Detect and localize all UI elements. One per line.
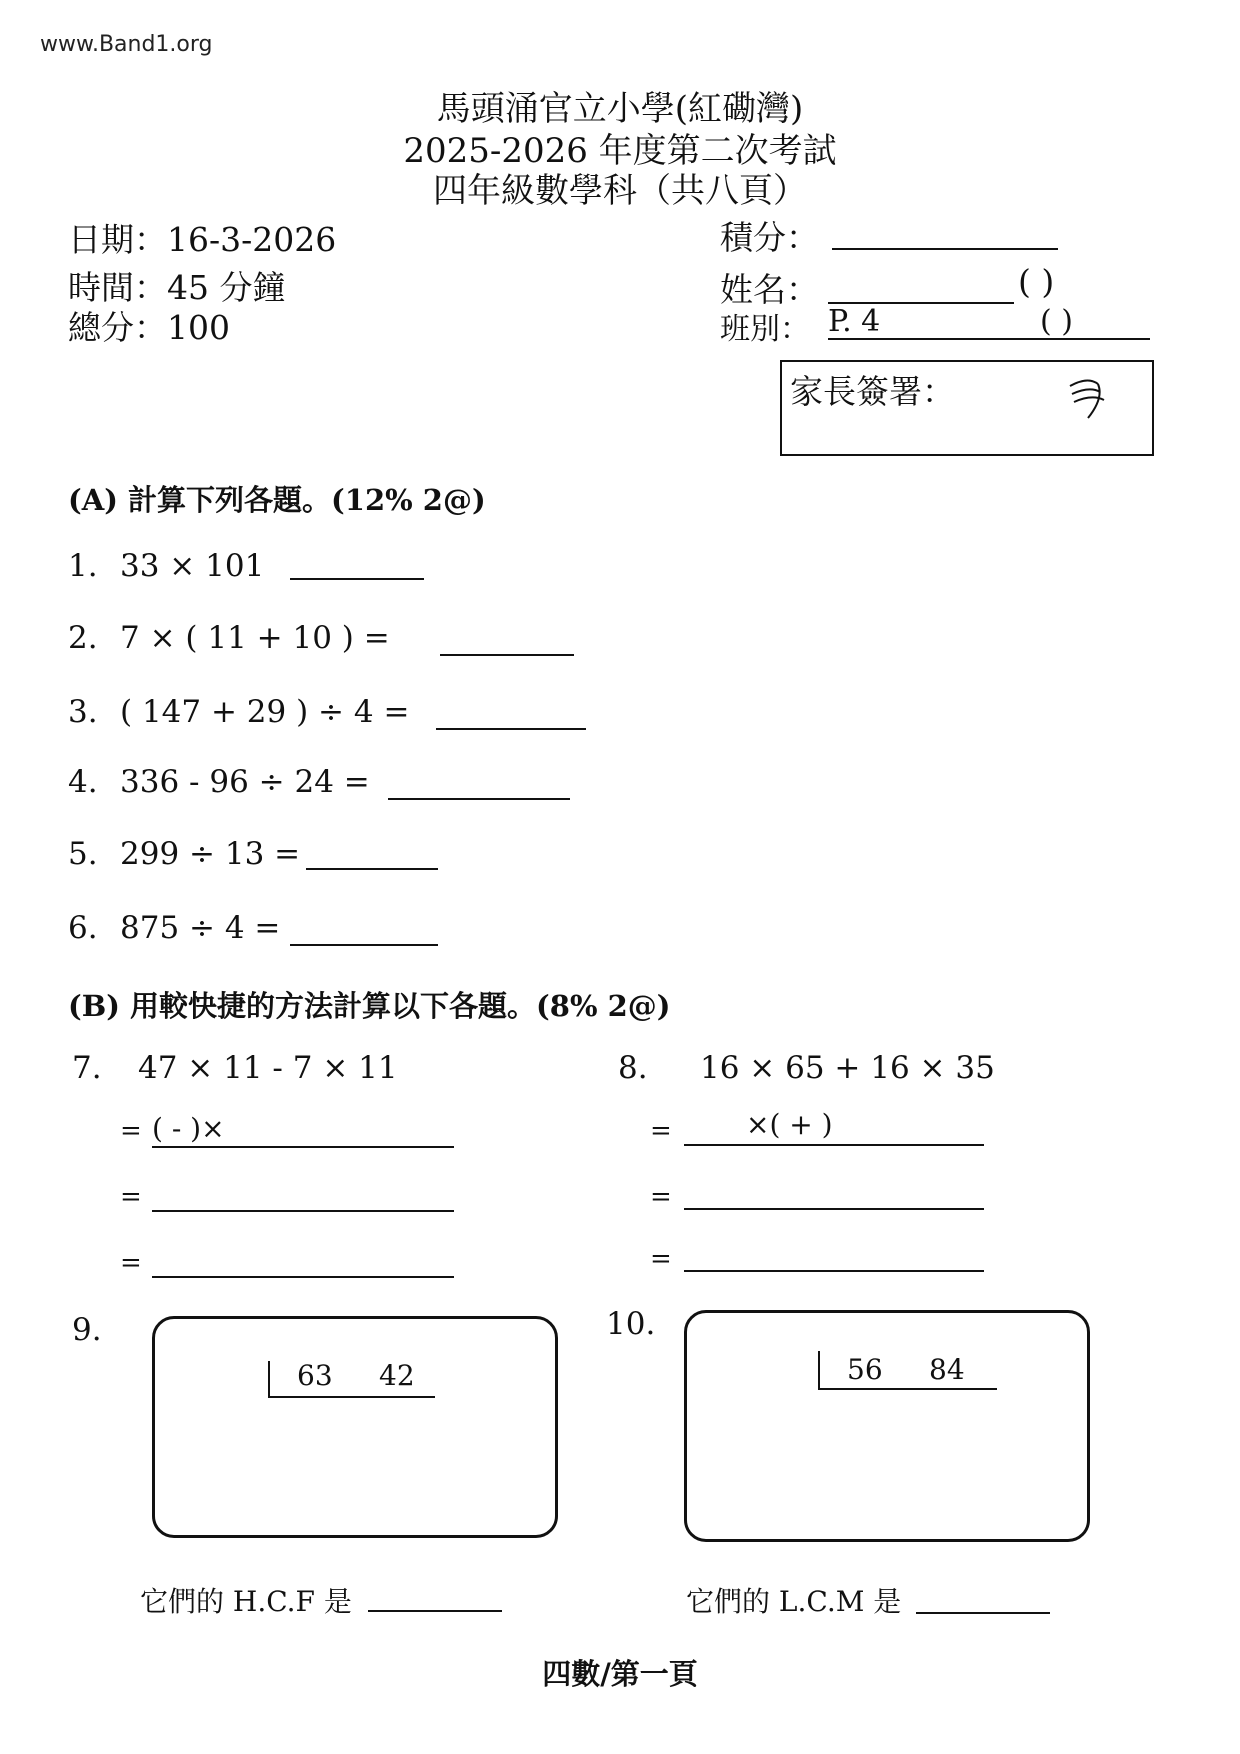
q5-answer-line[interactable] xyxy=(306,868,438,870)
q5-expression: 299 ÷ 13 = xyxy=(120,836,301,872)
class-paren: ( ) xyxy=(1040,304,1073,339)
q6-number: 6. xyxy=(68,910,98,946)
q10-division-bracket xyxy=(817,1349,1007,1409)
q3-expression: ( 147 + 29 ) ÷ 4 = xyxy=(120,694,410,730)
q9-number-1: 63 xyxy=(297,1359,333,1392)
q7-hint: ( - )× xyxy=(152,1112,225,1145)
q9-division-bracket xyxy=(267,1359,447,1419)
q4-number: 4. xyxy=(68,764,98,800)
q7-line-3[interactable] xyxy=(152,1276,454,1278)
q2-answer-line[interactable] xyxy=(440,654,574,656)
time-text: 時間：45 分鐘 xyxy=(68,268,286,307)
q6-expression: 875 ÷ 4 = xyxy=(120,910,281,946)
q1-answer-line[interactable] xyxy=(290,578,424,580)
signature-scribble xyxy=(1064,372,1114,422)
q8-line-2[interactable] xyxy=(684,1208,984,1210)
q9-number: 9. xyxy=(72,1312,102,1348)
q4-expression: 336 - 96 ÷ 24 = xyxy=(120,764,370,800)
section-a-title: (A) 計算下列各題。(12% 2@) xyxy=(68,483,486,517)
exam-title: 2025-2026 年度第二次考試 xyxy=(403,131,837,171)
parent-signature-box[interactable] xyxy=(780,360,1154,456)
section-b-title: (B) 用較快捷的方法計算以下各題。(8% 2@) xyxy=(68,989,671,1023)
q7-expression: 47 × 11 - 7 × 11 xyxy=(138,1050,398,1086)
class-label: 班別： xyxy=(720,312,810,347)
total-text: 總分：100 xyxy=(68,308,230,347)
q2-expression: 7 × ( 11 + 10 ) = xyxy=(120,620,390,656)
q10-answer-line[interactable] xyxy=(916,1612,1050,1614)
q9-work-box[interactable] xyxy=(152,1316,558,1538)
q9-answer-line[interactable] xyxy=(368,1610,502,1612)
q7-number: 7. xyxy=(72,1050,102,1086)
school-title: 馬頭涌官立小學(紅磡灣) xyxy=(436,89,804,129)
q8-line-3[interactable] xyxy=(684,1270,984,1272)
q10-answer-label: 它們的 L.C.M 是 xyxy=(686,1585,902,1618)
subject-title: 四年級數學科（共八頁） xyxy=(433,171,807,211)
q3-number: 3. xyxy=(68,694,98,730)
q7-line-1[interactable] xyxy=(152,1146,454,1148)
q8-line-1[interactable] xyxy=(684,1144,984,1146)
q7-eq-1: = xyxy=(120,1116,142,1146)
q1-expression: 33 × 101 xyxy=(120,548,265,584)
q9-answer-label: 它們的 H.C.F 是 xyxy=(140,1585,352,1618)
q6-answer-line[interactable] xyxy=(290,944,438,946)
score-label: 積分： xyxy=(720,218,819,257)
q1-number: 1. xyxy=(68,548,98,584)
q8-eq-3: = xyxy=(650,1244,672,1274)
q3-answer-line[interactable] xyxy=(436,728,586,730)
name-paren: ( ) xyxy=(1018,262,1055,301)
q4-answer-line[interactable] xyxy=(388,798,570,800)
q7-line-2[interactable] xyxy=(152,1210,454,1212)
q8-eq-1: = xyxy=(650,1116,672,1146)
q10-number-1: 56 xyxy=(847,1353,883,1386)
class-value: P. 4 xyxy=(828,304,881,339)
q7-eq-3: = xyxy=(120,1248,142,1278)
score-line[interactable] xyxy=(832,248,1058,250)
page-footer: 四數/第一頁 xyxy=(542,1657,698,1691)
q10-number-2: 84 xyxy=(929,1353,965,1386)
q5-number: 5. xyxy=(68,836,98,872)
q2-number: 2. xyxy=(68,620,98,656)
q8-eq-2: = xyxy=(650,1182,672,1212)
watermark: www.Band1.org xyxy=(40,32,213,57)
q8-hint: ×( + ) xyxy=(746,1108,833,1141)
q9-number-2: 42 xyxy=(379,1359,415,1392)
q10-work-box[interactable] xyxy=(684,1310,1090,1542)
name-label: 姓名： xyxy=(720,270,819,309)
date-text: 日期：16-3-2026 xyxy=(68,220,337,259)
q7-eq-2: = xyxy=(120,1182,142,1212)
q10-number: 10. xyxy=(606,1306,656,1342)
q8-expression: 16 × 65 + 16 × 35 xyxy=(700,1050,995,1086)
parent-signature-label: 家長簽署： xyxy=(790,372,955,411)
q8-number: 8. xyxy=(618,1050,648,1086)
class-line[interactable] xyxy=(828,338,1150,340)
